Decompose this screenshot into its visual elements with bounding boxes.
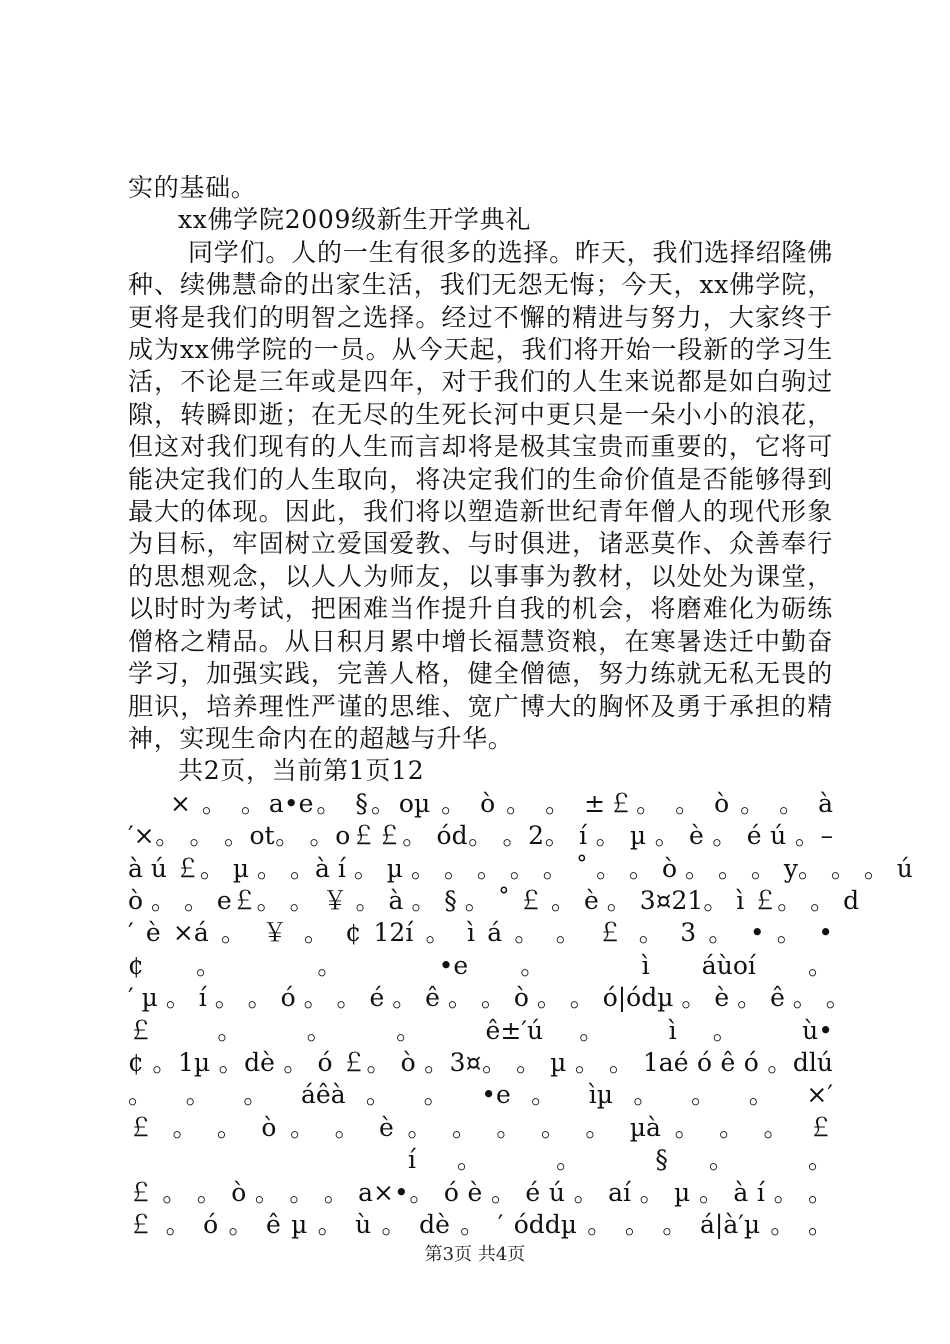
garbled-line: ￡ 。 。 。 ê±′ú 。 ì 。 ù• <box>128 1015 833 1045</box>
text-line: 以时时为考试，把困难当作提升自我的机会，将磨难化为砺练 <box>128 594 833 624</box>
garbled-line: ￡ 。 。 ò 。 。 è 。 。 。 。 。 µà 。 。 。 ￡ <box>128 1112 833 1142</box>
body-text <box>128 172 913 1241</box>
garbled-line: ￡ 。 。 ò 。 。 。 a×•。 ó è 。 é ú 。 aí 。 µ 。 à í 。 。 <box>128 1177 833 1207</box>
page-count-line: 共2页，当前第1页12 <box>178 756 425 786</box>
text-line: 更将是我们的明智之选择。经过不懈的精进与努力，大家终于 <box>128 302 833 332</box>
text-line: 活，不论是三年或是四年，对于我们的人生来说都是如白驹过 <box>128 367 833 397</box>
text-line: 成为xx佛学院的一员。从今天起，我们将开始一段新的学习生 <box>128 335 833 365</box>
text-line: 但这对我们现有的人生而言却将是极其宝贵而重要的，它将可 <box>128 432 833 462</box>
garbled-line: ¢ 。1µ 。dè 。 ó ￡。 ò 。3¤。 。 µ 。 。 1aé ó ê ó 。dlú <box>128 1047 833 1077</box>
garbled-line: ′ µ 。 í 。 。 ó 。 。 é 。 ê 。 。 ò 。 。 ó|ódµ 。 è 。 ê 。 。 <box>128 983 851 1013</box>
text-line: 隙，转瞬即逝；在无尽的生死长河中更只是一朵小小的浪花， <box>128 399 833 429</box>
garbled-line: × 。 。a•e。 §。oµ 。 ò 。 。 ±￡。 。 ò 。 。 à <box>170 788 833 818</box>
garbled-line: ′ è ×á 。 ￥ 。 ¢ 12í 。 ì á 。 。 ￡ 。 3 。 • 。 • <box>128 918 833 948</box>
section-title: xx佛学院2009级新生开学典礼 <box>178 205 532 235</box>
text-line: 能决定我们的人生取向，将决定我们的生命价值是否能够得到 <box>128 464 833 494</box>
garbled-line: ￡ 。 ó 。 ê µ 。 ù 。 dè 。 ′ óddµ 。 。 。 á|à′µ 。 。 <box>128 1210 833 1239</box>
text-line: 种、续佛慧命的出家生活，我们无怨无悔；今天，xx佛学院， <box>128 270 833 300</box>
garbled-line: ′×。 。 。ot。 。o￡￡。 ód。 。2。 í 。 µ 。 è 。 é ú 。– <box>128 821 833 851</box>
garbled-line: ò 。 。 e￡。 。 ￥ 。 à 。 § 。 ˚ ￡ 。 è 。 3¤21。 ì ￡。 。 d <box>128 885 860 915</box>
garbled-line: ¢ 。 。 •e 。 ì áùoí 。 <box>128 950 833 980</box>
text-line: 胆识，培养理性严谨的思维、宽广博大的胸怀及勇于承担的精 <box>128 691 833 721</box>
text-line: 最大的体现。因此，我们将以塑造新世纪青年僧人的现代形象 <box>128 497 833 527</box>
text-line: 神，实现生命内在的超越与升华。 <box>128 723 514 753</box>
garbled-line: í 。 。 § 。 。 <box>408 1145 833 1175</box>
text-line: 的思想观念，以人人为师友，以事事为教材，以处处为课堂， <box>128 561 833 591</box>
text-line: 僧格之精品。从日积月累中增长福慧资粮，在寒暑迭迁中勤奋 <box>128 626 833 656</box>
garbled-line: 。 。 。 áêà 。 。 •e 。 ìµ 。 。 。 ×′ <box>128 1080 833 1110</box>
text-line: 为目标，牢固树立爱国爱教、与时俱进，诸恶莫作、众善奉行 <box>128 529 833 559</box>
garbled-line: à ú ￡。 µ 。 。à í 。 µ 。 。 。 。 。 ˚ 。 。 ò 。 。 。 y。 。 。 ú <box>128 853 913 883</box>
text-line: 学习，加强实践，完善人格，健全僧德，努力练就无私无畏的 <box>128 659 833 689</box>
text-line: 同学们。人的一生有很多的选择。昨天，我们选择绍隆佛 <box>188 237 833 267</box>
text-line: 实的基础。 <box>128 173 257 202</box>
page-footer: 第3页 共4页 <box>424 1244 526 1265</box>
